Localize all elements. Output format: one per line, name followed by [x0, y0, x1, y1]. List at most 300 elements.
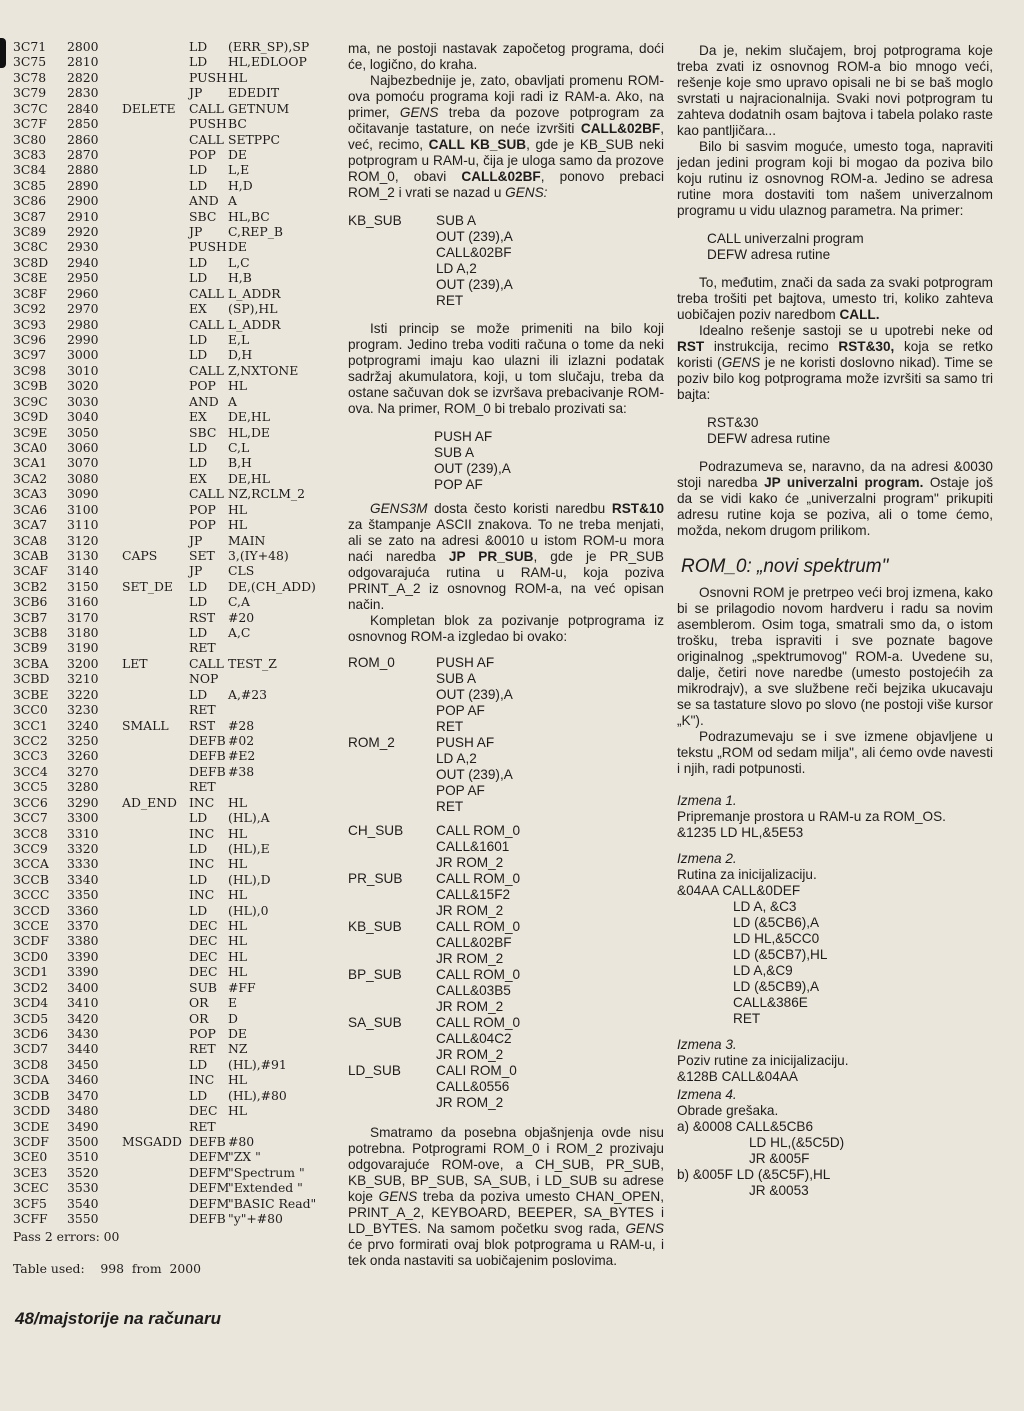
listing-operand: HL	[228, 1103, 248, 1119]
listing-row	[13, 1072, 343, 1087]
listing-operand: D	[228, 1010, 238, 1026]
code-line: CALL univerzalni program	[707, 231, 864, 246]
listing-row	[13, 224, 343, 239]
listing-row	[13, 193, 343, 208]
listing-mnemonic: SBC	[189, 208, 217, 224]
listing-row	[13, 255, 343, 270]
listing-row	[13, 132, 343, 147]
paragraph: Podrazumevaju se i sve izmene objavljene u tekstu „ROM od sedam milja", ali ćemo ovde navesti i njih, radi potpunosti.	[677, 729, 993, 776]
listing-address: 3CDF	[13, 1133, 49, 1149]
listing-mnemonic: OR	[189, 995, 209, 1011]
change-text: Rutina za inicijalizaciju.	[677, 867, 817, 882]
listing-row	[13, 162, 343, 177]
listing-mnemonic: INC	[189, 887, 215, 903]
listing-operand: A,C	[228, 625, 251, 641]
listing-address: 3CA2	[13, 470, 48, 486]
listing-line-number: 3420	[67, 1010, 99, 1026]
universal-call-code	[677, 231, 993, 263]
listing-row	[13, 301, 343, 316]
listing-mnemonic: DEFB	[189, 732, 226, 748]
listing-address: 3CC5	[13, 779, 48, 795]
code-line: OUT (239),A	[434, 461, 511, 476]
listing-operand: HL,DE	[228, 424, 270, 440]
listing-line-number: 3230	[67, 702, 99, 718]
listing-address: 3C8F	[13, 285, 47, 301]
code-block	[348, 1015, 664, 1063]
code-block	[348, 1063, 664, 1111]
listing-operand: HL	[228, 887, 248, 903]
listing-table-line: Table used: 998 from 2000	[13, 1261, 202, 1276]
listing-label: DELETE	[122, 100, 176, 116]
listing-address: 3CA6	[13, 501, 48, 517]
code-block	[348, 735, 664, 815]
listing-mnemonic: LD	[189, 686, 208, 702]
listing-operand: HL	[228, 964, 248, 980]
listing-address: 3C8E	[13, 270, 48, 286]
listing-line-number: 3130	[67, 547, 99, 563]
listing-line-number: 3210	[67, 671, 99, 687]
code-line: LD A, &C3	[733, 899, 797, 914]
listing-address: 3CB9	[13, 640, 48, 656]
listing-row	[13, 718, 343, 733]
page-edge-mark	[0, 38, 6, 68]
listing-operand: #20	[228, 609, 255, 625]
listing-line-number: 3390	[67, 964, 99, 980]
listing-mnemonic: DEFM	[189, 1164, 230, 1180]
listing-row	[13, 1088, 343, 1103]
listing-line-number: 3410	[67, 995, 99, 1011]
listing-mnemonic: LD	[189, 902, 208, 918]
listing-line-number: 2820	[67, 69, 99, 85]
change-code-block	[677, 1183, 993, 1199]
listing-address: 3CDA	[13, 1072, 50, 1088]
listing-row	[13, 332, 343, 347]
listing-operand: #28	[228, 717, 255, 733]
listing-row	[13, 779, 343, 794]
listing-address: 3C84	[13, 162, 47, 178]
listing-operand: HL,EDLOOP	[228, 54, 307, 70]
listing-row	[13, 54, 343, 69]
listing-row	[13, 733, 343, 748]
listing-mnemonic: LD	[189, 439, 208, 455]
change-title: Izmena 1.	[677, 793, 737, 808]
listing-row	[13, 471, 343, 486]
listing-mnemonic: LD	[189, 54, 208, 70]
listing-mnemonic: DEC	[189, 964, 218, 980]
listing-mnemonic: INC	[189, 1072, 215, 1088]
listing-line-number: 3030	[67, 393, 99, 409]
listing-line-number: 3100	[67, 501, 99, 517]
listing-line-number: 3000	[67, 347, 99, 363]
listing-operand: "BASIC Read"	[228, 1195, 317, 1211]
paragraph: Osnovni ROM je pretrpeo veći broj izmena, kako bi se prilagodio novom hardveru i radu sa novim asemblerom. Osim toga, smatrali smo da, o istom trošku, treba ispraviti i sve poznate bagove originalnog „spektrumovog" ROM-a. Uvedene su, dalje, četiri nove naredbe (umesto postojećih za mikrodrajv), a sve službene reči bejzika ukucavaju se sa tastature slovo po slovo (ne postoji više kursor „K").	[677, 585, 993, 728]
listing-row	[13, 1196, 343, 1211]
listing-mnemonic: CALL	[189, 362, 224, 378]
listing-address: 3C8D	[13, 254, 49, 270]
listing-row	[13, 610, 343, 625]
listing-row	[13, 826, 343, 841]
code-line: SUB A	[436, 213, 477, 228]
listing-mnemonic: PUSH	[189, 116, 227, 132]
listing-mnemonic: DEFB	[189, 748, 226, 764]
code-line: CALL&15F2	[436, 887, 511, 902]
listing-line-number: 3140	[67, 563, 99, 579]
listing-line-number: 3220	[67, 686, 99, 702]
listing-line-number: 3180	[67, 625, 99, 641]
listing-operand: BC	[228, 116, 247, 132]
listing-row	[13, 563, 343, 578]
code-line: CALL&03B5	[436, 983, 511, 998]
listing-mnemonic: POP	[189, 146, 216, 162]
listing-operand: (HL),A	[228, 810, 270, 826]
listing-line-number: 3300	[67, 810, 99, 826]
listing-operand: E	[228, 995, 238, 1011]
listing-operand: HL	[228, 825, 248, 841]
listing-row	[13, 887, 343, 902]
listing-line-number: 2990	[67, 332, 99, 348]
listing-label: AD_END	[122, 794, 177, 810]
listing-operand: #E2	[228, 748, 256, 764]
listing-line-number: 3360	[67, 902, 99, 918]
listing-line-number: 2890	[67, 177, 99, 193]
listing-row	[13, 517, 343, 532]
listing-row	[13, 1211, 343, 1226]
code-line: LD (&5CB6),A	[733, 915, 820, 930]
listing-line-number: 3270	[67, 763, 99, 779]
listing-mnemonic: LD	[189, 39, 208, 54]
code-block	[348, 655, 664, 735]
listing-row	[13, 533, 343, 548]
listing-line-number: 3400	[67, 979, 99, 995]
listing-line-number: 3070	[67, 455, 99, 471]
change-code: b) &005F LD (&5C5F),HL	[677, 1167, 831, 1182]
listing-row	[13, 1103, 343, 1118]
listing-line-number: 2910	[67, 208, 99, 224]
code-line: DEFW adresa rutine	[707, 431, 831, 446]
change-title: Izmena 2.	[677, 851, 737, 866]
listing-operand: (SP),HL	[228, 301, 278, 317]
listing-row	[13, 918, 343, 933]
listing-operand: DE	[228, 239, 247, 255]
listing-operand: SETPPC	[228, 131, 280, 147]
code-line: CALL&386E	[733, 995, 808, 1010]
listing-row	[13, 394, 343, 409]
listing-line-number: 3050	[67, 424, 99, 440]
listing-row	[13, 455, 343, 470]
code-line: OUT (239),A	[436, 229, 513, 244]
listing-operand: HL	[228, 794, 248, 810]
code-line: JR &005F	[749, 1151, 810, 1166]
listing-row	[13, 594, 343, 609]
code-label: PR_SUB	[348, 871, 403, 886]
listing-operand: DE,HL	[228, 470, 270, 486]
listing-mnemonic: LD	[189, 871, 208, 887]
listing-line-number: 3150	[67, 578, 99, 594]
listing-address: 3CFF	[13, 1211, 48, 1227]
listing-mnemonic: LD	[189, 347, 208, 363]
listing-mnemonic: RET	[189, 1041, 216, 1057]
listing-line-number: 3500	[67, 1133, 99, 1149]
listing-line-number: 2800	[67, 39, 99, 54]
listing-pass-line: Pass 2 errors: 00	[13, 1229, 120, 1244]
listing-row	[13, 70, 343, 85]
listing-address: 3C75	[13, 54, 47, 70]
listing-row	[13, 209, 343, 224]
paragraph: Najbezbednije je, zato, obavljati promenu ROM-ova pomoću programa koji radi iz RAM-a. Ako, na primer, GENS treba da pozove potprogram za očitavanje tastature, on neće izvršiti CALL&02BF, već, recimo, CALL KB_SUB, gde je KB_SUB neki potprogram u RAM-u, čija je uloga samo da prozove ROM_0, obavi CALL&02BF, ponovo prebaci ROM_2 i vrati se nazad u GENS:	[348, 73, 664, 200]
listing-operand: #38	[228, 763, 255, 779]
code-line: JR ROM_2	[436, 999, 504, 1014]
listing-line-number: 2810	[67, 54, 99, 70]
code-line: CALL ROM_0	[436, 919, 521, 934]
listing-line-number: 3380	[67, 933, 99, 949]
listing-mnemonic: SUB	[189, 979, 218, 995]
listing-address: 3CBD	[13, 671, 50, 687]
listing-mnemonic: LD	[189, 840, 208, 856]
listing-address: 3C93	[13, 316, 47, 332]
listing-label: CAPS	[122, 547, 158, 563]
listing-mnemonic: RST	[189, 609, 216, 625]
listing-address: 3CDE	[13, 1118, 50, 1134]
listing-operand: TEST_Z	[228, 655, 277, 671]
listing-mnemonic: LD	[189, 810, 208, 826]
listing-mnemonic: POP	[189, 501, 216, 517]
listing-address: 3CB7	[13, 609, 48, 625]
push-code	[348, 429, 664, 493]
listing-mnemonic: POP	[189, 517, 216, 533]
listing-address: 3CCD	[13, 902, 50, 918]
listing-operand: "y"+#80	[228, 1211, 283, 1227]
listing-line-number: 3040	[67, 409, 99, 425]
listing-address: 3CA8	[13, 532, 48, 548]
paragraph: Bilo bi sasvim moguće, umesto toga, napraviti jedan jedini program koji bi mogao da poziva bilo koju rutinu iz osnovnog ROM-a. Jedino se adresa rutine mora dostaviti tom našem univerzalnom programu u vidu ulaznog parametra. Na primer:	[677, 139, 993, 218]
listing-mnemonic: DEFM	[189, 1195, 230, 1211]
section-heading: ROM_0: „novi spektrum"	[681, 556, 889, 577]
listing-address: 3CCE	[13, 918, 49, 934]
change-code: &1235 LD HL,&5E53	[677, 825, 804, 840]
listing-address: 3CC6	[13, 794, 48, 810]
paragraph: ma, ne postoji nastavak započetog programa, doći će, logično, do kraha.	[348, 41, 664, 72]
code-line: OUT (239),A	[436, 687, 513, 702]
rst30-code	[677, 415, 993, 447]
listing-line-number: 2840	[67, 100, 99, 116]
listing-address: 3CD7	[13, 1041, 49, 1057]
listing-address: 3C85	[13, 177, 47, 193]
listing-line-number: 3510	[67, 1149, 99, 1165]
listing-address: 3CDF	[13, 933, 49, 949]
listing-address: 3CC1	[13, 717, 48, 733]
listing-operand: (HL),E	[228, 840, 270, 856]
code-line: RST&30	[707, 415, 759, 430]
listing-address: 3CD6	[13, 1026, 49, 1041]
change-text: Obrade grešaka.	[677, 1103, 779, 1118]
listing-row	[13, 656, 343, 671]
code-label: KB_SUB	[348, 919, 402, 934]
listing-operand: "Extended "	[228, 1180, 303, 1196]
listing-mnemonic: DEC	[189, 918, 218, 934]
code-line: RET	[436, 719, 464, 734]
listing-line-number: 3240	[67, 717, 99, 733]
code-line: LD A,2	[436, 261, 477, 276]
listing-operand: HL	[228, 69, 248, 85]
listing-address: 3CBA	[13, 655, 49, 671]
listing-line-number: 2950	[67, 270, 99, 286]
listing-operand: HL	[228, 517, 248, 533]
listing-line-number: 3370	[67, 918, 99, 934]
listing-row	[13, 178, 343, 193]
listing-mnemonic: JP	[189, 532, 203, 548]
listing-address: 3C79	[13, 85, 47, 101]
listing-line-number: 2870	[67, 146, 99, 162]
listing-operand: HL	[228, 501, 248, 517]
listing-operand: GETNUM	[228, 100, 290, 116]
listing-mnemonic: DEFB	[189, 1133, 226, 1149]
listing-address: 3C8C	[13, 239, 48, 255]
code-line: CALL ROM_0	[436, 967, 521, 982]
listing-address: 3C80	[13, 131, 47, 147]
listing-mnemonic: LD	[189, 177, 208, 193]
listing-line-number: 3110	[67, 517, 99, 533]
listing-line-number: 3470	[67, 1087, 99, 1103]
listing-row	[13, 579, 343, 594]
listing-mnemonic: LD	[189, 254, 208, 270]
listing-mnemonic: LD	[189, 1056, 208, 1072]
listing-operand: H,B	[228, 270, 252, 286]
listing-mnemonic: RET	[189, 779, 216, 795]
listing-mnemonic: RET	[189, 1118, 216, 1134]
listing-operand: HL	[228, 856, 248, 872]
listing-operand: NZ,RCLM_2	[228, 486, 305, 502]
code-label: ROM_2	[348, 735, 395, 750]
listing-mnemonic: DEFM	[189, 1149, 230, 1165]
listing-address: 3CCA	[13, 856, 49, 872]
listing-operand: MAIN	[228, 532, 266, 548]
listing-row	[13, 949, 343, 964]
listing-row	[13, 702, 343, 717]
listing-operand: #FF	[228, 979, 256, 995]
listing-line-number: 3080	[67, 470, 99, 486]
code-line: PUSH AF	[436, 655, 495, 670]
listing-mnemonic: SBC	[189, 424, 217, 440]
listing-operand: A	[228, 193, 237, 209]
listing-address: 3CC3	[13, 748, 48, 764]
paragraph: Podrazumeva se, naravno, da na adresi &0030 stoji naredba JP univerzalni program. Ostaje još da se vidi kako će „univerzalni program" prikupiti adresu rutine koja se poziva, ali o tome ćemo, možda, nekom drugom prilikom.	[677, 459, 994, 538]
listing-label: SMALL	[122, 717, 169, 733]
listing-operand: B,H	[228, 455, 252, 471]
code-line: DEFW adresa rutine	[707, 247, 831, 262]
listing-address: 3CD8	[13, 1056, 49, 1072]
code-line: CALI ROM_0	[436, 1063, 517, 1078]
listing-operand: C,L	[228, 439, 250, 455]
listing-operand: EDEDIT	[228, 85, 280, 101]
listing-line-number: 3120	[67, 532, 99, 548]
change-code: &04AA CALL&0DEF	[677, 883, 801, 898]
listing-address: 3CB8	[13, 625, 48, 641]
listing-row	[13, 1149, 343, 1164]
listing-address: 3C83	[13, 146, 47, 162]
listing-row	[13, 85, 343, 100]
listing-mnemonic: LD	[189, 594, 208, 610]
listing-mnemonic: NOP	[189, 671, 219, 687]
listing-mnemonic: LD	[189, 270, 208, 286]
page-footer: 48/majstorije na računaru	[15, 1309, 221, 1328]
listing-address: 3CEC	[13, 1180, 49, 1196]
paragraph: GENS3M dosta često koristi naredbu RST&10 za štampanje ASCII znakova. To ne treba menjati, ali se zato na adresi &0010 u istom ROM-u mora naći naredba JP PR_SUB, gde je PR_SUB odgovarajuća rutina u RAM-u, koja poziva PRINT_A_2 iz osnovnog ROM-a, na već opisan način.	[348, 501, 664, 612]
listing-operand: (HL),0	[228, 902, 269, 918]
listing-line-number: 3480	[67, 1103, 99, 1119]
listing-address: 3CCB	[13, 871, 49, 887]
code-block	[348, 967, 664, 1015]
listing-operand: E,L	[228, 332, 250, 348]
listing-operand: L_ADDR	[228, 316, 281, 332]
code-line: CALL&1601	[436, 839, 510, 854]
listing-operand: (HL),#91	[228, 1056, 287, 1072]
code-block	[348, 919, 664, 967]
listing-row	[13, 625, 343, 640]
listing-row	[13, 995, 343, 1010]
listing-mnemonic: LD	[189, 578, 208, 594]
listing-row	[13, 1041, 343, 1056]
listing-line-number: 3460	[67, 1072, 99, 1088]
listing-row	[13, 1057, 343, 1072]
paragraph: Smatramo da posebna objašnjenja ovde nisu potrebna. Potprogrami ROM_0 i ROM_2 prozivaju odgovarajuće ROM-ove, a CH_SUB, PR_SUB, KB_SUB, BP_SUB, SA_SUB, i LD_SUB su adrese koje GENS treba da poziva umesto CHAN_OPEN, PRINT_A_2, KEYBOARD, BEEPER, SA_BYTES i LD_BYTES. Na samom početku svog rada, GENS će prvo formirati ovaj blok potprograma u RAM-u, i tek onda nastaviti sa uobičajenim poslovima.	[348, 1125, 664, 1268]
listing-mnemonic: POP	[189, 378, 216, 394]
listing-operand: DE,HL	[228, 409, 270, 425]
listing-mnemonic: AND	[189, 193, 219, 209]
listing-mnemonic: LD	[189, 332, 208, 348]
listing-operand: (HL),D	[228, 871, 271, 887]
listing-mnemonic: LD	[189, 455, 208, 471]
listing-address: 3CDD	[13, 1103, 51, 1119]
code-line: JR ROM_2	[436, 951, 504, 966]
listing-mnemonic: EX	[189, 301, 207, 317]
change-code-block	[677, 899, 993, 1027]
listing-mnemonic: CALL	[189, 486, 224, 502]
code-line: PUSH AF	[434, 429, 493, 444]
listing-address: 3C71	[13, 39, 47, 54]
listing-line-number: 3320	[67, 840, 99, 856]
listing-row	[13, 101, 343, 116]
listing-line-number: 3250	[67, 732, 99, 748]
listing-row	[13, 964, 343, 979]
listing-address: 3CBE	[13, 686, 49, 702]
listing-mnemonic: PUSH	[189, 239, 227, 255]
listing-row	[13, 1119, 343, 1134]
listing-row	[13, 363, 343, 378]
listing-line-number: 3430	[67, 1026, 99, 1041]
paragraph: To, međutim, znači da sada za svaki potprogram treba trošiti pet bajtova, umesto tri, koliko zahteva uobičajen poziv naredbom CALL.	[677, 275, 993, 322]
listing-address: 3CA3	[13, 486, 48, 502]
code-line: CALL ROM_0	[436, 1015, 521, 1030]
listing-row	[13, 841, 343, 856]
listing-mnemonic: LD	[189, 1087, 208, 1103]
listing-line-number: 3490	[67, 1118, 99, 1134]
code-line: OUT (239),A	[436, 767, 513, 782]
listing-mnemonic: OR	[189, 1010, 209, 1026]
listing-mnemonic: JP	[189, 224, 203, 240]
listing-address: 3C9D	[13, 409, 49, 425]
listing-row	[13, 409, 343, 424]
listing-operand: A,#23	[228, 686, 268, 702]
listing-line-number: 3060	[67, 439, 99, 455]
article-column-middle	[348, 41, 664, 1269]
code-label: KB_SUB	[348, 213, 402, 228]
listing-operand: (ERR_SP),SP	[228, 39, 310, 54]
code-block	[348, 823, 664, 871]
listing-mnemonic: LD	[189, 625, 208, 641]
code-line: LD HL,&5CC0	[733, 931, 820, 946]
listing-address: 3CB6	[13, 594, 48, 610]
listing-label: LET	[122, 655, 148, 671]
